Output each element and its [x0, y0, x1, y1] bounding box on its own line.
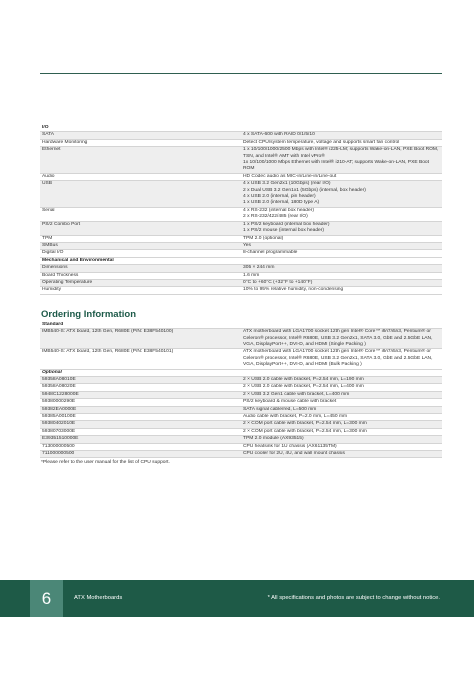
row-key: 711000000500 [40, 451, 241, 458]
row-value: 1.6 mm [241, 272, 442, 279]
row-value: 0°C to +60°C (+32°F to +140°F) [241, 279, 442, 286]
table-row [40, 384, 442, 391]
row-value: SATA signal cable/red, L=500 mm [241, 406, 442, 413]
row-value: 1 x PS/2 keyboard (internal box header) 1 x PS/2 mouse (internal box header) [241, 221, 442, 235]
optional-section-header-label: Optional [40, 369, 442, 376]
footer-section-title: ATX Motherboards [74, 595, 123, 601]
table-row [40, 265, 442, 272]
row-value: 2 × USB 2.0 cable with bracket, P=2.54 mm, L=190 mm [241, 377, 442, 384]
row-value: Detect CPU/system temperature, voltage and supports smart fan control [241, 139, 442, 146]
table-row [40, 436, 442, 443]
row-value: ATX motherboard with LGA1700 socket 12th gen Intel® Core™ i9/i7/i5/i3, Pentium® or Celeron® processor, Intel® R680E, USB 3.2 Gen2x1, SATA 3.0, GbE and 2.5GbE LAN, VGA, DisplayPort++, DVI-D, and HDMI (Single Packing ) [241, 329, 442, 349]
row-key: USB [40, 181, 241, 208]
row-key: Board Thickness [40, 272, 241, 279]
row-value: 2 × USB 3.2 Gen1 cable with bracket, L=400 mm [241, 391, 442, 398]
mechanical-section-header [40, 257, 442, 264]
io-section-header-label: I/O [40, 125, 442, 132]
row-key: SATA [40, 132, 241, 139]
table-row [40, 139, 442, 146]
ordering-heading: Ordering Information [41, 308, 136, 320]
row-key: IMB540-S: ATX board, 12th Gen, R680E (P/N: E38F540100) [40, 329, 241, 349]
table-row [40, 329, 442, 349]
ordering-table [40, 322, 442, 459]
row-value: Yes [241, 242, 442, 249]
row-value: CPU cooler for 2U, 4U, and wall mount chassis [241, 451, 442, 458]
row-key: Dimensions [40, 265, 241, 272]
row-value: TPM 2.0 (optional) [241, 235, 442, 242]
table-row [40, 428, 442, 435]
row-value: ATX motherboard with LGA1700 socket 12th gen Intel® Core™ i9/i7/i5/i3, Pentium® or Celeron® processor, Intel® R680E, USB 3.2 Gen2x1, SATA 3.0, GbE and 2.5GbE LAN, VGA, DisplayPort++, DVI-D, and HDMI (Bulk Packing ) [241, 349, 442, 369]
table-row [40, 287, 442, 294]
row-key: Audio [40, 173, 241, 180]
row-value: 4 x RS-232 (internal box header) 2 x RS-232/422/485 (rear I/O) [241, 207, 442, 221]
page-footer [0, 580, 474, 617]
row-key: TPM [40, 235, 241, 242]
standard-section-header [40, 322, 442, 329]
table-row [40, 414, 442, 421]
table-row [40, 421, 442, 428]
row-key: 59380402010E [40, 421, 241, 428]
row-value: 8-channel programmable [241, 250, 442, 257]
row-key: Operating Temperature [40, 279, 241, 286]
row-value: 1 x 10/100/1000/2500 Mbps with Intel® i225-LM; supports Wake-on-LAN, PXE Boot ROM, TSN, and Intel® AMT with Intel vPro® 1x 10/100/1000 Mbps Ethernet with Intel® i210-AT; supports Wake-on-LAN, PXE Boot ROM [241, 147, 442, 174]
row-key: E39351510000E [40, 436, 241, 443]
table-row [40, 235, 442, 242]
row-key: 59380703000E [40, 428, 241, 435]
row-value: 4 x USB 3.2 Gen2x1 (10Gbps) (rear I/O) 2 x Dual USB 3.2 Gen1x1 (5Gbps) (internal, box header) 4 x USB 2.0 (internal, pin header) 1 x USB 2.0 (internal, 180D type A) [241, 181, 442, 208]
table-row [40, 207, 442, 221]
io-spec-table [40, 125, 442, 295]
table-row [40, 443, 442, 450]
table-row [40, 391, 442, 398]
table-row [40, 399, 442, 406]
cpu-support-footnote: *Please refer to the user manual for the list of CPU support. [41, 460, 170, 466]
table-row [40, 279, 442, 286]
table-row [40, 147, 442, 174]
row-value: PS/2 keyboard & mouse cable with bracket [241, 399, 442, 406]
io-section-header [40, 125, 442, 132]
row-value: 305 × 244 mm [241, 265, 442, 272]
row-value: 10% to 95% relative humidity, non-condensing [241, 287, 442, 294]
table-row [40, 250, 442, 257]
table-row [40, 132, 442, 139]
table-row [40, 451, 442, 458]
row-key: 59385A00100E [40, 414, 241, 421]
row-key: IMB540-S: ATX board, 12th Gen, R680E (P/N: E38F540101) [40, 349, 241, 369]
table-row [40, 349, 442, 369]
row-value: CPU heatsink for 1U chassis (AX61135TM) [241, 443, 442, 450]
table-row [40, 242, 442, 249]
row-value: 2 × COM port cable with bracket, P=2.54 mm, L=300 mm [241, 421, 442, 428]
row-value: 2 × USB 2.0 cable with bracket, P=2.54 mm, L=400 mm [241, 384, 442, 391]
row-key: 59358A08010E [40, 377, 241, 384]
row-value: TPM 2.0 module (AX93515) [241, 436, 442, 443]
row-key: Hardware Monitoring [40, 139, 241, 146]
table-row [40, 406, 442, 413]
row-value: 4 x SATA-600 with RAID 0/1/5/10 [241, 132, 442, 139]
row-key: Serial [40, 207, 241, 221]
table-row [40, 377, 442, 384]
optional-section-header [40, 369, 442, 376]
row-value: HD Codec audio as MIC-in/Line-in/Line-out [241, 173, 442, 180]
row-key: 59380000290E [40, 399, 241, 406]
top-divider [40, 73, 442, 74]
page-number: 6 [30, 580, 63, 617]
row-key: 59358A08020E [40, 384, 241, 391]
mechanical-section-header-label: Mechanical and Environmental [40, 257, 442, 264]
row-key: 713000000500 [40, 443, 241, 450]
row-key: 59382EA0000E [40, 406, 241, 413]
row-value: 2 × COM port cable with bracket, P=2.54 mm, L=300 mm [241, 428, 442, 435]
standard-section-header-label: Standard [40, 322, 442, 329]
row-key: PS/2 Combo Port [40, 221, 241, 235]
table-row [40, 181, 442, 208]
table-row [40, 173, 442, 180]
row-key: 5948C1228000E [40, 391, 241, 398]
table-row [40, 221, 442, 235]
row-value: Audio cable with bracket, P=2.0 mm, L=450 mm [241, 414, 442, 421]
spec-sheet [40, 125, 442, 465]
row-key: Digital I/O [40, 250, 241, 257]
row-key: SMBus [40, 242, 241, 249]
footer-disclaimer: * All specifications and photos are subject to change without notice. [267, 595, 440, 601]
row-key: Humidity [40, 287, 241, 294]
row-key: Ethernet [40, 147, 241, 174]
table-row [40, 272, 442, 279]
